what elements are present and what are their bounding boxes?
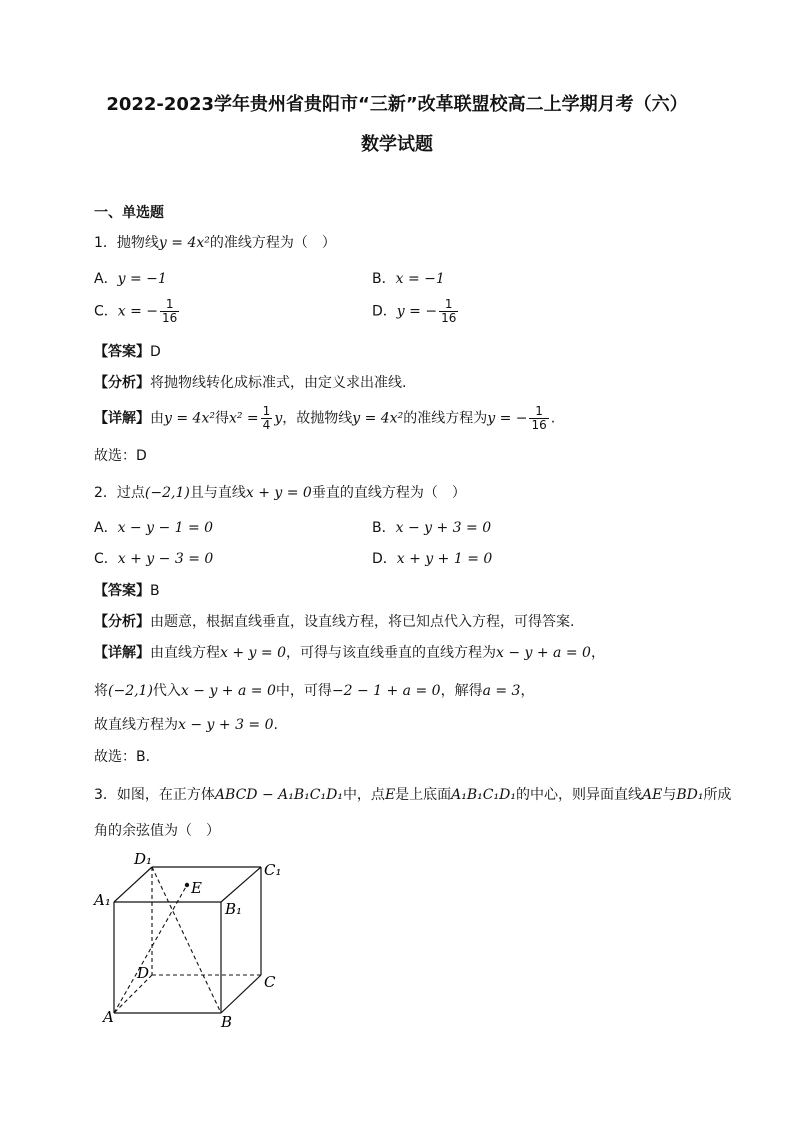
question-3-stem <box>94 786 731 804</box>
detail-text: ，可得与该直线垂直的直线方程为 <box>285 645 496 661</box>
question-number: 2． <box>94 485 117 501</box>
option-formula: y = −1 <box>117 271 167 287</box>
answer-tag: 【答案】 <box>94 344 150 360</box>
formula: y = 4x² <box>164 410 215 427</box>
formula: A₁B₁C₁D₁ <box>451 787 516 803</box>
q2-option-c <box>94 550 213 568</box>
question-2-stem <box>94 484 466 502</box>
formula: x − y + a = 0 <box>495 645 591 661</box>
fraction <box>439 298 458 325</box>
denominator: 16 <box>531 418 547 432</box>
detail-text: 的准线方程为 <box>403 410 488 427</box>
formula: y <box>274 410 283 427</box>
detail-text: 中，可得 <box>275 683 332 699</box>
option-label: B． <box>372 520 396 536</box>
detail-text: ，故抛物线 <box>282 410 353 427</box>
q2-option-d <box>372 550 492 568</box>
label-d1: D₁ <box>134 850 153 868</box>
label-e: E <box>191 879 202 897</box>
formula: x + y = 0 <box>220 645 286 661</box>
detail-text: 将 <box>94 683 108 699</box>
option-label: C． <box>94 303 118 320</box>
formula: E <box>384 787 396 803</box>
stem-text: 的准线方程为（ ） <box>209 235 336 251</box>
section-heading: 一、单选题 <box>94 205 164 221</box>
q2-answer <box>94 582 160 600</box>
q1-detail <box>94 405 555 432</box>
denominator: 16 <box>441 311 457 325</box>
option-formula: y = − <box>396 303 438 320</box>
detail-text: ， <box>590 645 605 661</box>
formula: y = 4x² <box>352 410 404 427</box>
detail-text: 故直线方程为 <box>94 717 178 733</box>
q2-detail <box>94 644 605 662</box>
detail-text: 由直线方程 <box>150 645 220 661</box>
formula: y = 4x² <box>158 235 210 251</box>
detail-text: . <box>273 717 278 733</box>
stem-text: 且与直线 <box>189 485 246 501</box>
question-3-stem-line2: 角的余弦值为（ ） <box>94 823 220 839</box>
answer-value: B <box>150 583 160 599</box>
numerator: 1 <box>439 298 458 312</box>
label-c: C <box>264 973 276 991</box>
question-number: 1． <box>94 235 117 251</box>
detail-text: ，解得 <box>440 683 483 699</box>
page-subtitle: 数学试题 <box>361 134 433 155</box>
edge-c-b <box>221 975 261 1013</box>
detail-text: 代入 <box>152 683 181 699</box>
formula: (−2,1) <box>144 485 190 501</box>
segment-a-e <box>114 885 187 1013</box>
option-formula: x + y − 3 = 0 <box>117 551 214 567</box>
edge-a1-d1 <box>114 867 152 902</box>
analysis-tag: 【分析】 <box>94 375 150 391</box>
question-number: 3． <box>94 787 117 803</box>
label-b: B <box>221 1013 233 1030</box>
q1-option-c <box>94 298 181 325</box>
stem-text: 中，点 <box>342 787 385 803</box>
q2-option-a <box>94 519 213 537</box>
option-formula: x − y − 1 = 0 <box>117 520 214 536</box>
label-a1: A₁ <box>94 891 111 909</box>
point-e <box>185 883 189 887</box>
option-label: A． <box>94 520 118 536</box>
label-c1: C₁ <box>264 861 282 879</box>
label-a: A <box>103 1008 114 1026</box>
formula: −2 − 1 + a = 0 <box>331 683 441 699</box>
q1-option-a <box>94 270 167 288</box>
denominator: 4 <box>262 418 271 432</box>
formula: a = 3 <box>482 683 521 699</box>
analysis-tag: 【分析】 <box>94 614 150 630</box>
segment-d1-b <box>152 867 221 1013</box>
formula: (−2,1) <box>108 683 153 699</box>
option-formula: x = −1 <box>395 271 445 287</box>
q1-option-d <box>372 298 460 325</box>
q1-option-b <box>372 270 445 288</box>
formula: x + y = 0 <box>245 485 312 501</box>
q1-answer <box>94 343 161 361</box>
answer-value: D <box>150 344 161 360</box>
stem-text: 如图，在正方体 <box>116 787 215 803</box>
option-formula: x = − <box>117 303 159 320</box>
answer-tag: 【答案】 <box>94 583 150 599</box>
numerator: 1 <box>160 298 179 312</box>
cube-figure <box>90 845 290 1030</box>
option-label: D． <box>372 303 397 320</box>
detail-tag: 【详解】 <box>94 645 150 661</box>
stem-text: 所成 <box>703 787 732 803</box>
detail-text: . <box>550 410 556 427</box>
denominator: 16 <box>162 311 178 325</box>
numerator: 1 <box>262 404 271 418</box>
stem-text: 垂直的直线方程为（ ） <box>311 485 466 501</box>
formula: ABCD − A₁B₁C₁D₁ <box>214 787 343 803</box>
numerator: 1 <box>529 405 548 419</box>
detail-text: 由 <box>150 410 164 427</box>
formula: BD₁ <box>676 787 704 803</box>
option-label: A． <box>94 271 118 287</box>
formula: AE <box>641 787 663 803</box>
formula: y = − <box>487 410 528 427</box>
option-label: D． <box>372 551 397 567</box>
detail-text: 得 <box>214 410 229 427</box>
detail-tag: 【详解】 <box>94 410 150 427</box>
formula: x − y + 3 = 0 <box>178 717 274 733</box>
option-label: C． <box>94 551 118 567</box>
analysis-text: 由题意，根据直线垂直，设直线方程，将已知点代入方程，可得答案. <box>150 614 575 630</box>
q2-option-b <box>372 519 491 537</box>
q2-detail-line3 <box>94 716 278 734</box>
fraction <box>529 405 548 432</box>
label-b1: B₁ <box>225 900 243 918</box>
fraction <box>160 298 179 325</box>
stem-text: 的中心，则异面直线 <box>515 787 642 803</box>
stem-text: 与 <box>662 787 677 803</box>
edge-c1-b1 <box>221 867 261 902</box>
q2-detail-line2 <box>94 682 534 700</box>
label-d: D <box>137 964 150 982</box>
option-label: B． <box>372 271 396 287</box>
formula: x − y + a = 0 <box>180 683 276 699</box>
stem-text: 是上底面 <box>395 787 452 803</box>
option-formula: x − y + 3 = 0 <box>395 520 492 536</box>
q1-analysis <box>94 374 406 392</box>
page-title: 2022-2023学年贵州省贵阳市“三新”改革联盟校高二上学期月考（六） <box>106 94 688 115</box>
q1-conclusion: 故选：D <box>94 448 147 464</box>
analysis-text: 将抛物线转化成标准式，由定义求出准线. <box>150 375 407 391</box>
stem-text: 过点 <box>116 485 145 501</box>
q2-analysis <box>94 613 574 631</box>
fraction <box>261 405 273 432</box>
option-formula: x + y + 1 = 0 <box>396 551 493 567</box>
question-1-stem <box>94 234 336 252</box>
detail-text: ， <box>520 683 535 699</box>
formula: x² = <box>228 410 259 427</box>
stem-text: 抛物线 <box>116 235 159 251</box>
q2-conclusion: 故选：B. <box>94 749 151 765</box>
